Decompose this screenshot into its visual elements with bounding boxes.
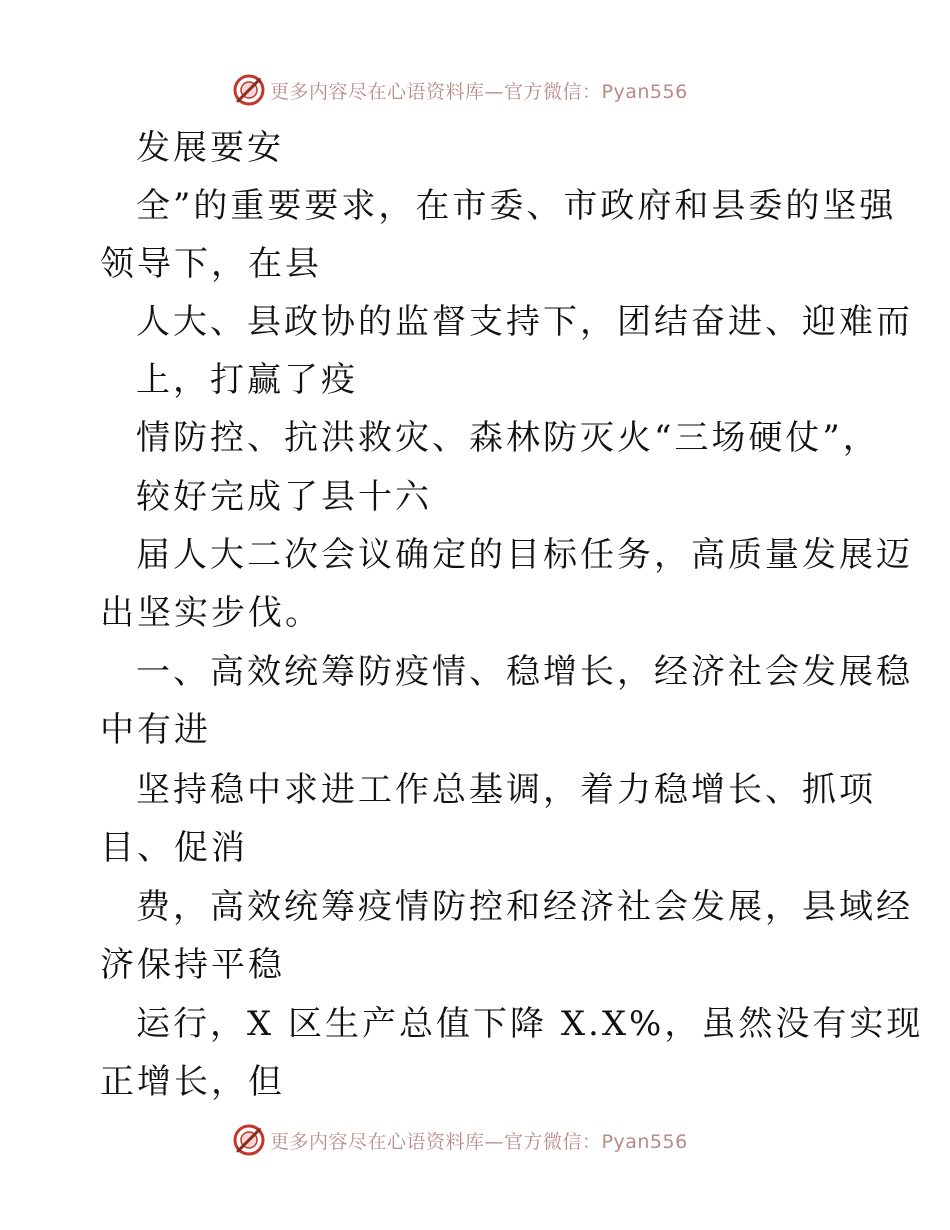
header-watermark-text: 更多内容尽在心语资料库—官方微信：Pyan556 [270,80,688,103]
text-line: 正增长，但 [100,1062,285,1102]
section-heading: 一、高效统筹防疫情、稳增长，经济社会发展稳 [136,652,913,692]
text-line: 出坚实步伐。 [100,593,322,633]
text-line: 运行，X 区生产总值下降 X.X%，虽然没有实现 [136,1004,924,1044]
text-line: 发展要安 [136,128,284,168]
text-line: 上，打赢了疫 [136,360,358,400]
text-line: 人大、县政协的监督支持下，团结奋进、迎难而 [136,302,913,342]
footer-watermark-banner [232,1123,688,1157]
text-line: 坚持稳中求进工作总基调，着力稳增长、抓项 [136,770,876,810]
text-line: 目、促消 [100,828,248,868]
text-line: 较好完成了县十六 [136,477,432,517]
text-line: 情防控、抗洪救灾、森林防灭火“三场硬仗”， [136,418,880,458]
text-line: 全”的重要要求，在市委、市政府和县委的坚强 [136,186,897,226]
section-heading-continued: 中有进 [100,710,211,750]
text-line: 济保持平稳 [100,945,285,985]
text-line: 领导下，在县 [100,244,322,284]
text-line: 届人大二次会议确定的目标任务，高质量发展迈 [136,535,913,575]
watermark-logo-icon [232,1123,266,1157]
text-line: 费，高效统筹疫情防控和经济社会发展，县域经 [136,887,913,927]
footer-watermark-text: 更多内容尽在心语资料库—官方微信：Pyan556 [270,1130,688,1153]
